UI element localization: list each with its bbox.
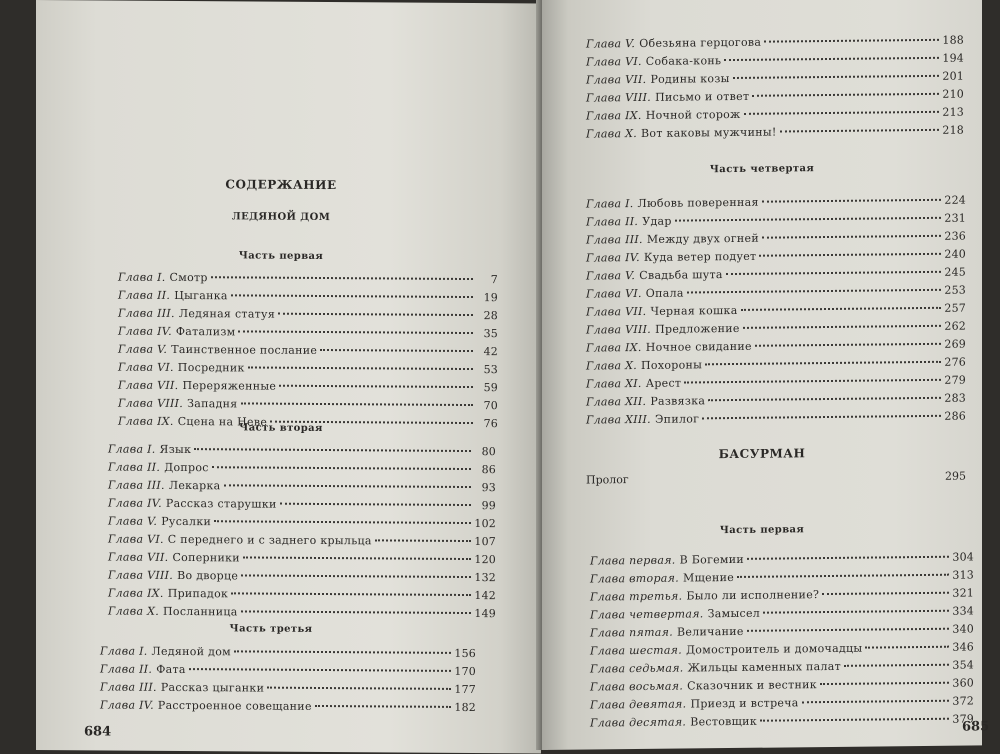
toc-list: [590, 548, 974, 732]
chapter-label: Глава VII.: [108, 550, 169, 564]
chapter-name: Сказочник и вестник: [687, 678, 817, 693]
leader-dots: [280, 503, 471, 506]
page-ref: 218: [942, 123, 964, 137]
part-title: Часть третья: [229, 623, 313, 635]
chapter-label: Глава III.: [100, 680, 157, 694]
chapter-label: Глава VIII.: [586, 90, 652, 105]
leader-dots: [243, 556, 471, 560]
chapter-name: Сцена на Неве: [177, 414, 268, 429]
chapter-label: Глава VIII.: [118, 396, 184, 411]
leader-dots: [684, 379, 941, 384]
chapter-name: Ночной сторож: [645, 107, 741, 122]
chapter-name: Рассказ цыганки: [160, 680, 265, 695]
toc-list: [586, 32, 964, 144]
page-ref: 99: [481, 499, 496, 513]
chapter-name: Рассказ старушки: [165, 496, 277, 511]
chapter-name: Язык: [159, 442, 192, 457]
chapter-name: Опала: [645, 286, 684, 300]
chapter-name: Фата: [156, 662, 186, 677]
toc-entry: [118, 341, 498, 362]
chapter-label: Глава VIII.: [586, 322, 652, 337]
leader-dots: [760, 718, 949, 722]
leader-dots: [755, 343, 941, 347]
page-ref: 253: [944, 283, 966, 297]
chapter-label: Глава X.: [108, 604, 160, 618]
page-number: 685: [962, 719, 990, 735]
leader-dots: [241, 610, 471, 614]
chapter-name: Свадьба шута: [639, 268, 723, 282]
page-ref: 70: [483, 399, 498, 413]
leader-dots: [224, 484, 471, 488]
toc-entry: [118, 287, 498, 308]
page-ref: 177: [454, 682, 476, 697]
page-ref: 210: [942, 87, 964, 101]
page-ref: 340: [952, 622, 974, 636]
leader-dots: [763, 610, 949, 614]
toc-entry: [108, 603, 496, 624]
chapter-label: Глава IV.: [108, 496, 162, 510]
chapter-name: Лекарка: [168, 478, 221, 493]
page-ref: 28: [483, 309, 498, 323]
page-ref: 42: [483, 345, 498, 359]
chapter-label: Глава VI.: [586, 54, 642, 69]
chapter-name: Приезд и встреча: [690, 696, 799, 711]
leader-dots: [315, 705, 451, 708]
leader-dots: [743, 325, 941, 329]
chapter-name: Ледяной дом: [151, 644, 231, 659]
leader-dots: [279, 385, 473, 388]
chapter-name: Собака-конь: [645, 54, 722, 68]
leader-dots: [702, 415, 941, 420]
leader-dots: [762, 199, 941, 203]
toc-list: [118, 269, 498, 434]
leader-dots: [802, 700, 949, 704]
toc-entry: [100, 696, 476, 717]
page-ref: 224: [944, 193, 966, 207]
chapter-label: Глава II.: [118, 288, 171, 302]
chapter-label: Глава пятая.: [590, 625, 674, 640]
chapter-label: Глава X.: [586, 359, 638, 373]
leader-dots: [744, 111, 939, 115]
chapter-name: Переряженные: [182, 379, 277, 393]
chapter-label: Глава IV.: [118, 324, 172, 338]
chapter-name: Припадок: [167, 586, 229, 601]
page-ref: 76: [483, 417, 498, 431]
page-ref: 240: [944, 247, 966, 261]
leader-dots: [737, 574, 949, 578]
leader-dots: [759, 253, 941, 257]
chapter-name: Цыганка: [174, 288, 228, 303]
chapter-name: Замысел: [707, 606, 761, 621]
toc-list: [108, 441, 496, 624]
page-ref: 354: [952, 658, 974, 672]
leader-dots: [231, 592, 471, 596]
page-ref: 120: [474, 553, 496, 567]
leader-dots: [764, 39, 939, 43]
chapter-label: Глава шестая.: [590, 643, 683, 658]
chapter-name: Мщение: [683, 570, 735, 585]
page-ref: 107: [474, 535, 496, 549]
page-ref: 149: [474, 607, 496, 621]
page-ref: 279: [944, 373, 966, 387]
book-title: БАСУРМАН: [718, 446, 806, 462]
right-page: [542, 0, 990, 750]
leader-dots: [211, 276, 473, 280]
page-ref: 269: [944, 337, 966, 351]
chapter-label: Глава седьмая.: [590, 661, 684, 676]
chapter-label: Глава VII.: [586, 304, 647, 319]
chapter-label: Глава IX.: [108, 586, 164, 600]
page-ref: 35: [483, 327, 498, 341]
chapter-label: Глава II.: [586, 214, 639, 229]
leader-dots: [675, 217, 941, 222]
chapter-label: Глава IV.: [586, 250, 640, 265]
page-ref: 283: [944, 391, 966, 405]
chapter-label: Глава IX.: [118, 414, 174, 428]
leader-dots: [747, 628, 949, 632]
page-ref: 156: [454, 646, 476, 661]
leader-dots: [241, 402, 473, 406]
chapter-label: Глава II.: [100, 662, 153, 676]
chapter-label: Глава восьмая.: [590, 679, 684, 694]
chapter-label: Глава первая.: [590, 553, 676, 568]
chapter-label: Глава V.: [108, 514, 158, 528]
part-title: Часть четвертая: [709, 163, 815, 176]
chapter-label: Глава третья.: [590, 589, 683, 604]
leader-dots: [705, 361, 941, 365]
page-ref: 194: [942, 51, 964, 65]
part-title: Часть первая: [238, 250, 324, 263]
page-ref: 379: [952, 712, 974, 726]
leader-dots: [248, 366, 473, 370]
page-ref: 170: [454, 664, 476, 679]
page-ref: 102: [474, 517, 496, 531]
toc-entry: [586, 122, 964, 144]
leader-dots: [726, 271, 941, 275]
chapter-name: Соперники: [172, 550, 240, 565]
toc-entry: [108, 513, 496, 534]
chapter-name: Любовь поверенная: [637, 195, 759, 210]
leader-dots: [212, 466, 471, 470]
chapter-name: Русалки: [161, 514, 212, 529]
chapter-name: Западня: [187, 397, 238, 411]
page-ref: 321: [952, 586, 974, 600]
page-ref: 188: [942, 33, 964, 47]
toc-entry: [100, 678, 476, 699]
leader-dots: [724, 57, 939, 61]
toc-list: [100, 642, 476, 717]
chapter-name: Посланница: [163, 604, 238, 619]
page-ref: 257: [944, 301, 966, 315]
chapter-label: Глава III.: [586, 232, 643, 247]
leader-dots: [741, 307, 941, 311]
chapter-name: Расстроенное совещание: [157, 698, 312, 713]
part-title: Часть первая: [719, 524, 805, 537]
page-ref: 59: [483, 381, 498, 395]
chapter-label: Глава XI.: [586, 376, 642, 391]
page-number: 684: [84, 724, 112, 740]
chapter-label: Глава V.: [586, 37, 636, 51]
page-ref: 231: [944, 211, 966, 225]
chapter-label: Глава I.: [100, 644, 148, 658]
page-ref: 7: [490, 273, 498, 287]
leader-dots: [375, 539, 471, 542]
leader-dots: [708, 397, 941, 401]
page-ref: 86: [481, 463, 496, 477]
chapter-label: Глава девятая.: [590, 697, 687, 712]
leader-dots: [865, 646, 949, 649]
chapter-name: Удар: [642, 214, 672, 228]
chapter-name: Арест: [645, 376, 682, 390]
chapter-label: Глава VI.: [586, 286, 642, 301]
leader-dots: [241, 574, 471, 578]
leader-dots: [267, 687, 451, 690]
chapter-label: Глава I.: [586, 197, 634, 211]
page-ref: 80: [481, 445, 496, 459]
chapter-name: Эпилог: [654, 412, 700, 426]
chapter-name: С переднего и с заднего крыльца: [167, 532, 372, 548]
chapter-label: Глава VI.: [108, 532, 164, 546]
page-ref: 295: [945, 469, 966, 483]
chapter-name: Куда ветер подует: [643, 249, 757, 264]
leader-dots: [214, 520, 471, 524]
contents-heading: СОДЕРЖАНИЕ: [225, 177, 337, 193]
page-ref: 93: [481, 481, 496, 495]
chapter-label: Глава VII.: [586, 72, 647, 87]
chapter-name: Допрос: [164, 460, 209, 475]
chapter-name: Смотр: [169, 270, 208, 285]
page-ref: 142: [474, 589, 496, 603]
page-ref: 334: [952, 604, 974, 618]
chapter-name: Родины козы: [650, 72, 730, 86]
chapter-name: Между двух огней: [646, 231, 759, 246]
leader-dots: [822, 592, 949, 595]
page-ref: 304: [952, 550, 974, 564]
page-ref: 182: [454, 700, 476, 715]
page-ref: 53: [483, 363, 498, 377]
chapter-label: Глава VI.: [118, 360, 174, 374]
chapter-name: Во дворце: [177, 568, 239, 583]
leader-dots: [238, 330, 473, 334]
chapter-label: Глава I.: [108, 442, 156, 456]
page-ref: 132: [474, 571, 496, 585]
leader-dots: [189, 668, 451, 672]
page-ref: 360: [952, 676, 974, 690]
chapter-label: Глава II.: [108, 460, 161, 474]
chapter-label: Глава десятая.: [590, 715, 687, 730]
toc-entry: [586, 408, 966, 430]
leader-dots: [844, 664, 949, 667]
chapter-name: Развязка: [650, 394, 706, 408]
toc-entry: [118, 395, 498, 416]
page-ref: 19: [483, 291, 498, 305]
page-ref: 276: [944, 355, 966, 369]
chapter-label: Глава III.: [118, 306, 175, 320]
chapter-label: Глава IX.: [586, 340, 642, 355]
chapter-label: Глава IV.: [100, 698, 154, 712]
prologue-row: [586, 470, 966, 487]
leader-dots: [747, 556, 949, 560]
chapter-label: Глава IX.: [586, 108, 642, 123]
leader-dots: [320, 349, 473, 352]
leader-dots: [820, 682, 949, 685]
chapter-name: Посредник: [177, 360, 245, 375]
toc-entry: [590, 710, 974, 732]
toc-list: [586, 192, 966, 430]
leader-dots: [733, 75, 939, 79]
chapter-name: В Богемии: [679, 552, 745, 567]
chapter-name: Домостроитель и домочадцы: [686, 641, 863, 657]
page-ref: 313: [952, 568, 974, 582]
chapter-label: Глава вторая.: [590, 571, 680, 586]
chapter-name: Величание: [677, 624, 744, 639]
chapter-name: Фатализм: [175, 324, 236, 339]
chapter-label: Глава III.: [108, 478, 165, 492]
chapter-name: Обезьяна герцогова: [639, 35, 762, 50]
page-ref: 372: [952, 694, 974, 708]
chapter-label: Глава VII.: [118, 378, 179, 392]
page-ref: 286: [944, 409, 966, 423]
chapter-label: Глава VIII.: [108, 568, 174, 582]
page-ref: 245: [944, 265, 966, 279]
chapter-label: Глава V.: [118, 342, 168, 356]
leader-dots: [231, 294, 473, 298]
toc-entry: [108, 459, 496, 480]
chapter-name: Письмо и ответ: [655, 89, 750, 104]
chapter-label: Глава V.: [586, 269, 636, 283]
page-ref: 346: [952, 640, 974, 654]
page-ref: 262: [944, 319, 966, 333]
chapter-name: Жильцы каменных палат: [687, 659, 842, 675]
chapter-name: Ледяная статуя: [178, 306, 276, 321]
leader-dots: [194, 448, 471, 452]
chapter-name: Ночное свидание: [645, 339, 752, 354]
chapter-label: Глава XII.: [586, 394, 647, 409]
chapter-label: Глава четвертая.: [590, 607, 704, 622]
chapter-label: Глава I.: [118, 270, 166, 284]
book-title: ЛЕДЯНОЙ ДОМ: [231, 211, 331, 224]
chapter-name: Вестовщик: [690, 714, 757, 729]
leader-dots: [780, 129, 939, 133]
left-page: [36, 0, 541, 754]
chapter-name: Таинственное послание: [171, 342, 318, 357]
chapter-name: Предложение: [655, 321, 740, 336]
chapter-name: Вот каковы мужчины!: [641, 125, 777, 140]
part-title: Часть вторая: [239, 422, 323, 435]
chapter-label: Глава XIII.: [586, 412, 651, 427]
chapter-name: Было ли исполнение?: [686, 588, 820, 603]
leader-dots: [278, 313, 473, 316]
page-ref: 236: [944, 229, 966, 243]
leader-dots: [762, 235, 941, 239]
page-ref: 201: [942, 69, 964, 83]
leader-dots: [752, 93, 939, 97]
chapter-name: Пролог: [586, 473, 629, 487]
chapter-name: Черная кошка: [650, 303, 738, 318]
chapter-label: Глава X.: [586, 127, 638, 141]
toc-entry: [108, 567, 496, 588]
chapter-name: Похороны: [641, 358, 703, 372]
leader-dots: [687, 289, 941, 294]
leader-dots: [234, 650, 451, 654]
page-ref: 213: [942, 105, 964, 119]
